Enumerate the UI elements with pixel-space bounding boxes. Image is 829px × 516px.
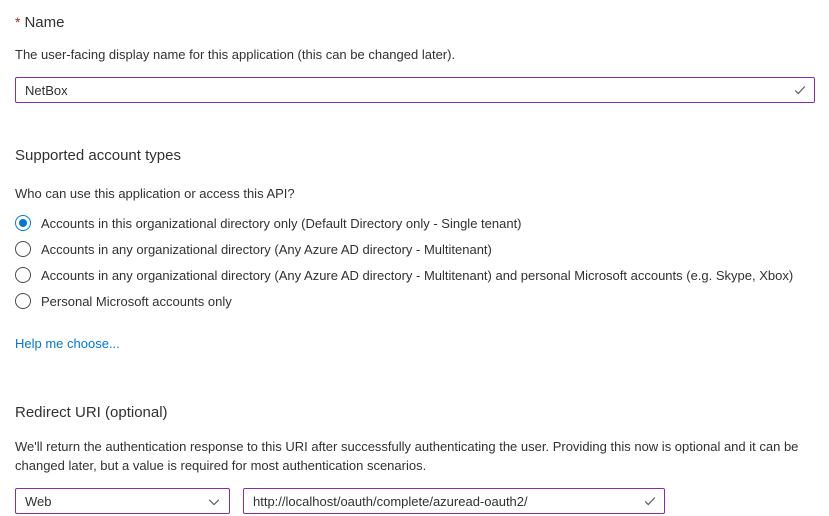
account-type-option-personal-only[interactable] <box>15 288 815 314</box>
help-me-choose-link[interactable]: Help me choose... <box>15 336 120 351</box>
radio-label: Accounts in any organizational directory (Any Azure AD directory - Multitenant) <box>41 241 492 257</box>
platform-select-value: Web <box>25 493 52 509</box>
account-types-radio-group <box>15 210 815 314</box>
radio-button[interactable] <box>15 215 31 231</box>
supported-account-types-heading: Supported account types <box>15 147 181 164</box>
redirect-uri-input-container <box>243 488 665 514</box>
redirect-uri-description: We'll return the authentication response to this URI after successfully authenticating the user. Providing this now is optional and it can be changed later, but a value is required for most authentication scenarios. <box>15 439 799 473</box>
chevron-down-icon <box>207 495 221 509</box>
radio-label: Accounts in this organizational directory only (Default Directory only - Single tenant) <box>41 215 522 231</box>
required-asterisk: * <box>15 14 21 30</box>
account-type-option-single-tenant[interactable] <box>15 210 815 236</box>
redirect-uri-heading: Redirect URI (optional) <box>15 404 168 421</box>
radio-button[interactable] <box>15 293 31 309</box>
account-type-option-multitenant-personal[interactable] <box>15 262 815 288</box>
radio-button[interactable] <box>15 267 31 283</box>
redirect-uri-row <box>15 488 815 514</box>
account-type-option-multitenant[interactable] <box>15 236 815 262</box>
name-input-container <box>15 77 815 103</box>
name-input[interactable] <box>15 77 815 103</box>
radio-label: Accounts in any organizational directory (Any Azure AD directory - Multitenant) and personal Microsoft accounts (e.g. Skype, Xbox) <box>41 267 794 283</box>
name-field-label <box>15 12 815 33</box>
name-field-label-text: Name <box>24 14 65 31</box>
platform-select[interactable] <box>15 488 230 514</box>
radio-button[interactable] <box>15 241 31 257</box>
radio-label: Personal Microsoft accounts only <box>41 293 232 309</box>
name-field-description: The user-facing display name for this application (this can be changed later). <box>15 47 456 62</box>
redirect-uri-input[interactable] <box>243 488 665 514</box>
account-types-question: Who can use this application or access this API? <box>15 186 295 201</box>
app-registration-form <box>0 12 829 514</box>
